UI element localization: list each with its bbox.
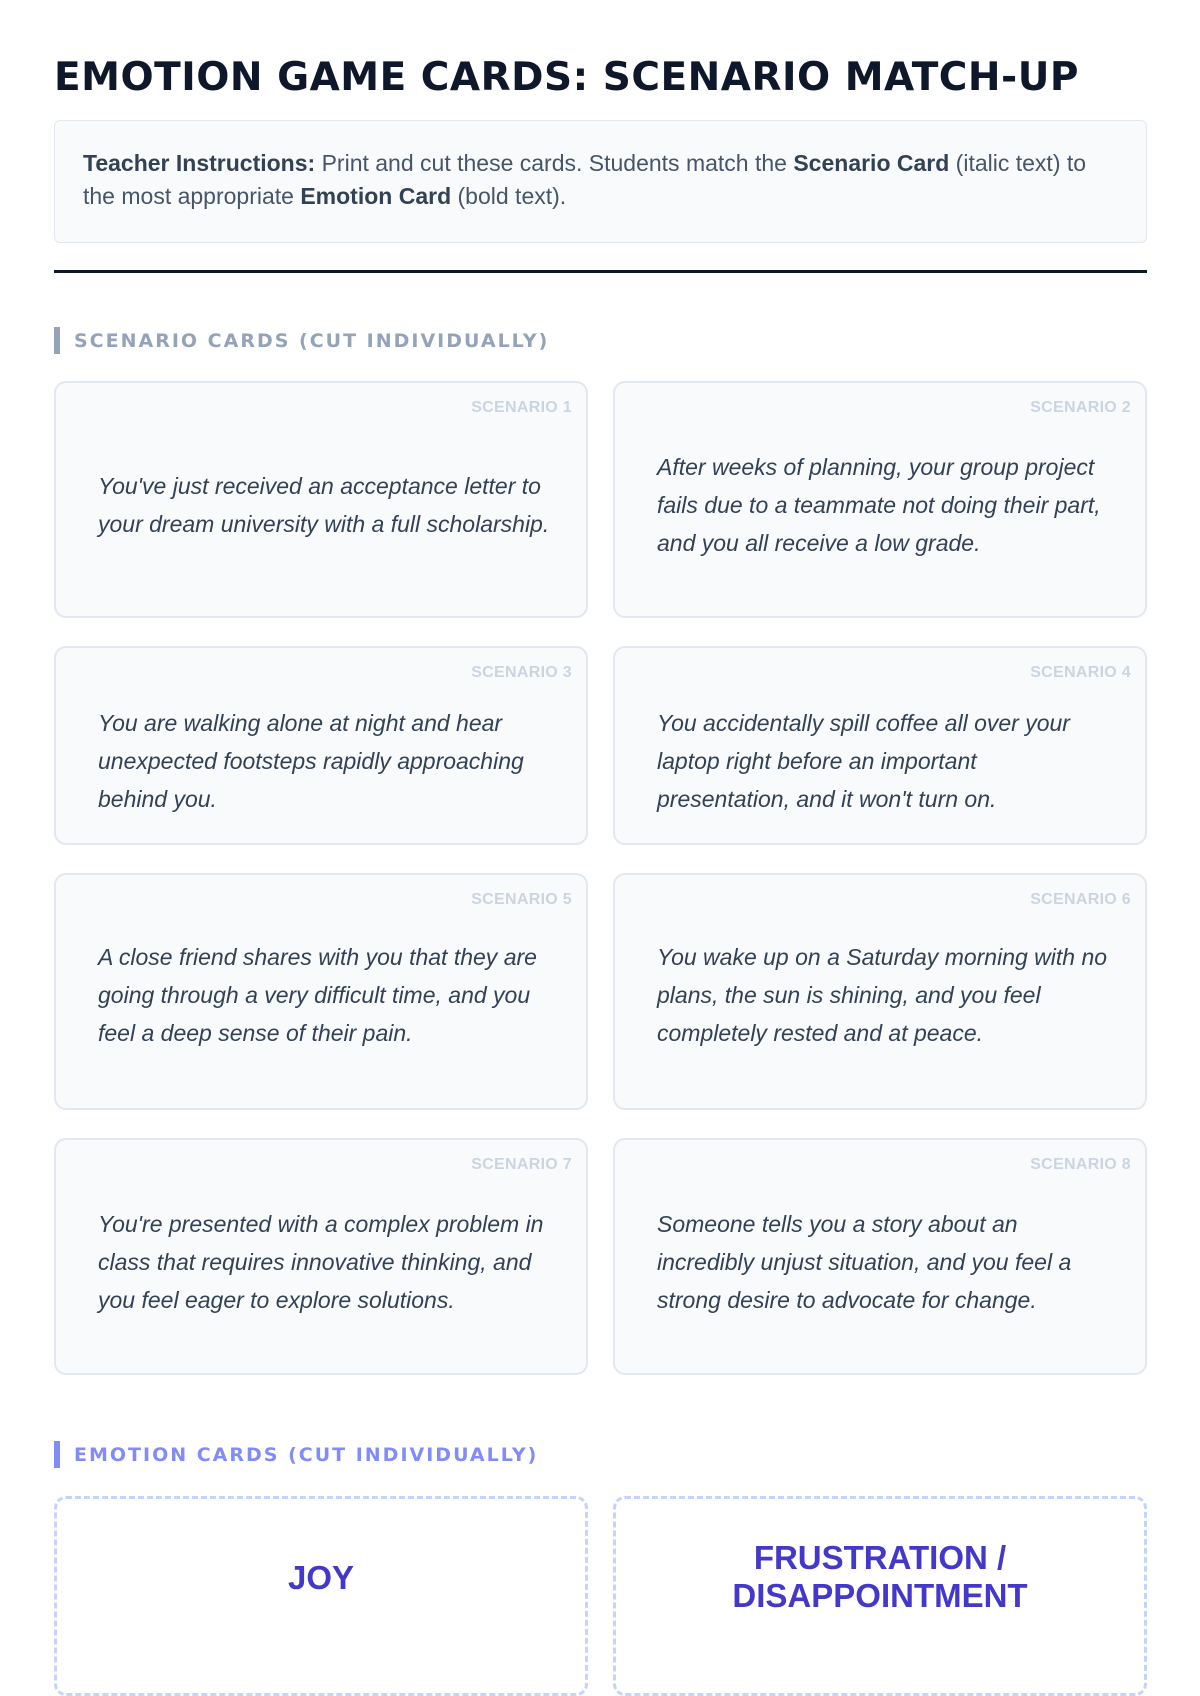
scenario-text: A close friend shares with you that they are going through a very difficult time, and you feel a deep sense of their pain. [98, 944, 537, 1046]
teacher-instructions-box [54, 120, 1147, 243]
scenario-heading-label: SCENARIO CARDS (CUT INDIVIDUALLY) [74, 329, 550, 352]
scenario-card-term: Scenario Card [793, 150, 950, 176]
instructions-text-2: (italic text) to the most appropriate [83, 150, 1087, 209]
emotion-card-2 [613, 1496, 1147, 1696]
scenario-text: You accidentally spill coffee all over your laptop right before an important presentation, and it won't turn on. [657, 710, 1070, 812]
scenario-text: You're presented with a complex problem in class that requires innovative thinking, and you feel eager to explore solutions. [98, 1211, 544, 1313]
scenario-number: SCENARIO 1 [471, 399, 572, 416]
scenario-text: You are walking alone at night and hear unexpected footsteps rapidly approaching behind you. [98, 710, 524, 812]
scenario-number: SCENARIO 6 [1030, 891, 1131, 908]
scenario-section-heading [54, 327, 549, 354]
emotion-label: JOY [287, 1559, 355, 1596]
instructions-text-1: Print and cut these cards. Students match the [315, 150, 794, 176]
scenario-number: SCENARIO 3 [471, 664, 572, 681]
instructions-lead: Teacher Instructions: [83, 150, 316, 176]
scenario-card-7 [54, 1138, 588, 1375]
scenario-number: SCENARIO 2 [1030, 399, 1131, 416]
scenario-card-4 [613, 646, 1147, 845]
page-title: EMOTION GAME CARDS: SCENARIO MATCH-UP [54, 55, 1079, 100]
instructions-text-3: (bold text). [451, 183, 567, 209]
scenario-text: Someone tells you a story about an incredibly unjust situation, and you feel a strong desire to advocate for change. [657, 1211, 1072, 1313]
emotion-label: FRUSTRATION / DISAPPOINTMENT [732, 1539, 1028, 1614]
scenario-card-2 [613, 381, 1147, 618]
scenario-number: SCENARIO 4 [1030, 664, 1131, 681]
emotion-card-term: Emotion Card [300, 183, 452, 209]
scenario-text: You've just received an acceptance letter to your dream university with a full scholarship. [98, 473, 550, 537]
heading-accent-bar [54, 327, 60, 354]
emotion-section-heading [54, 1441, 538, 1468]
scenario-number: SCENARIO 7 [471, 1156, 572, 1173]
scenario-number: SCENARIO 5 [471, 891, 572, 908]
scenario-text: After weeks of planning, your group project fails due to a teammate not doing their part, and you all receive a low grade. [657, 454, 1101, 556]
scenario-text: You wake up on a Saturday morning with no plans, the sun is shining, and you feel completely rested and at peace. [657, 944, 1108, 1046]
scenario-number: SCENARIO 8 [1030, 1156, 1131, 1173]
emotion-heading-label: EMOTION CARDS (CUT INDIVIDUALLY) [74, 1443, 539, 1466]
scenario-card-8 [613, 1138, 1147, 1375]
heading-accent-bar [54, 1441, 60, 1468]
section-divider [54, 270, 1147, 273]
scenario-card-1 [54, 381, 588, 618]
scenario-card-6 [613, 873, 1147, 1110]
scenario-card-5 [54, 873, 588, 1110]
emotion-card-1 [54, 1496, 588, 1696]
scenario-card-3 [54, 646, 588, 845]
